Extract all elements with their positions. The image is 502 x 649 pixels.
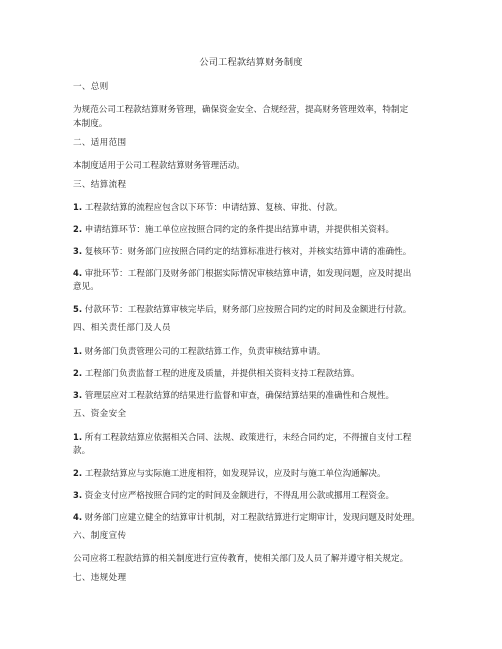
list-text: 复核环节：财务部门应按照合同约定的结算标准进行核对，并核实结算申请的准确性。 — [84, 247, 412, 257]
list-number: 1. — [73, 432, 83, 442]
list-item — [73, 245, 433, 258]
list-item — [73, 489, 433, 502]
list-text: 财务部门负责管理公司的工程款结算工作，负责审核结算申请。 — [84, 347, 326, 357]
list-text: 财务部门应建立健全的结算审计机制，对工程款结算进行定期审计，发现问题及时处理。 — [84, 513, 420, 523]
list-text: 所有工程款结算应依据相关合同、法规、政策进行，未经合同约定，不得擅自支付工程 — [84, 433, 412, 443]
list-number: 4. — [73, 512, 83, 522]
list-text: 工程款结算应与实际施工进度相符，如发现异议，应及时与施工单位沟通解决。 — [84, 469, 386, 479]
list-text: 工程部门负责监督工程的进度及质量，并提供相关资料支持工程款结算。 — [84, 369, 360, 379]
section-heading-scope: 二、适用范围 — [73, 138, 127, 148]
section-heading-general: 一、总则 — [73, 82, 109, 92]
list-item — [73, 511, 433, 524]
paragraph-line: 本制度。 — [73, 119, 108, 129]
list-number: 1. — [73, 346, 83, 356]
list-item — [73, 345, 433, 358]
section-heading-violation: 七、违规处理 — [73, 573, 127, 583]
list-item — [73, 367, 433, 380]
list-number: 3. — [73, 390, 83, 400]
list-item — [73, 201, 433, 214]
paragraph-line: 为规范公司工程款结算财务管理，确保资金安全、合规经营，提高财务管理效率，特制定 — [73, 105, 409, 115]
list-item-continuation: 意见。 — [73, 282, 99, 292]
list-number: 5. — [73, 304, 83, 314]
list-number: 3. — [73, 490, 83, 500]
paragraph-line: 公司应将工程款结算的相关制度进行宣传教育，使相关部门及人员了解并遵守相关规定。 — [73, 554, 409, 564]
list-text: 审批环节：工程部门及财务部门根据实际情况审核结算申请，如发现问题，应及时提出 — [84, 269, 412, 279]
document-title: 公司工程款结算财务制度 — [199, 57, 303, 68]
section-heading-fund-safety: 五、资金安全 — [73, 409, 127, 419]
list-text: 申请结算环节：施工单位应按照合同约定的条件提出结算申请，并提供相关资料。 — [84, 225, 395, 235]
list-item — [73, 431, 433, 444]
list-text: 工程款结算的流程应包含以下环节：申请结算、复核、审批、付款。 — [84, 203, 343, 213]
list-number: 2. — [73, 224, 83, 234]
list-text: 资金支付应严格按照合同约定的时间及金额进行，不得乱用公款或挪用工程资金。 — [84, 491, 395, 501]
list-item — [73, 467, 433, 480]
list-number: 4. — [73, 268, 83, 278]
list-text: 付款环节：工程款结算审核完毕后，财务部门应按照合同约定的时间及金额进行付款。 — [84, 305, 412, 315]
list-item — [73, 223, 433, 236]
list-item-continuation: 款。 — [73, 446, 91, 456]
list-item — [73, 267, 433, 280]
list-number: 2. — [73, 468, 83, 478]
section-heading-publicity: 六、制度宣传 — [73, 531, 127, 541]
list-number: 1. — [73, 202, 83, 212]
section-heading-process: 三、结算流程 — [73, 180, 127, 190]
list-text: 管理层应对工程款结算的结果进行监督和审查，确保结算结果的准确性和合规性。 — [84, 391, 395, 401]
list-number: 2. — [73, 368, 83, 378]
list-item — [73, 303, 433, 316]
paragraph-line: 本制度适用于公司工程款结算财务管理活动。 — [73, 161, 245, 171]
list-number: 3. — [73, 246, 83, 256]
list-item — [73, 389, 433, 402]
section-heading-responsibility: 四、相关责任部门及人员 — [73, 323, 171, 333]
